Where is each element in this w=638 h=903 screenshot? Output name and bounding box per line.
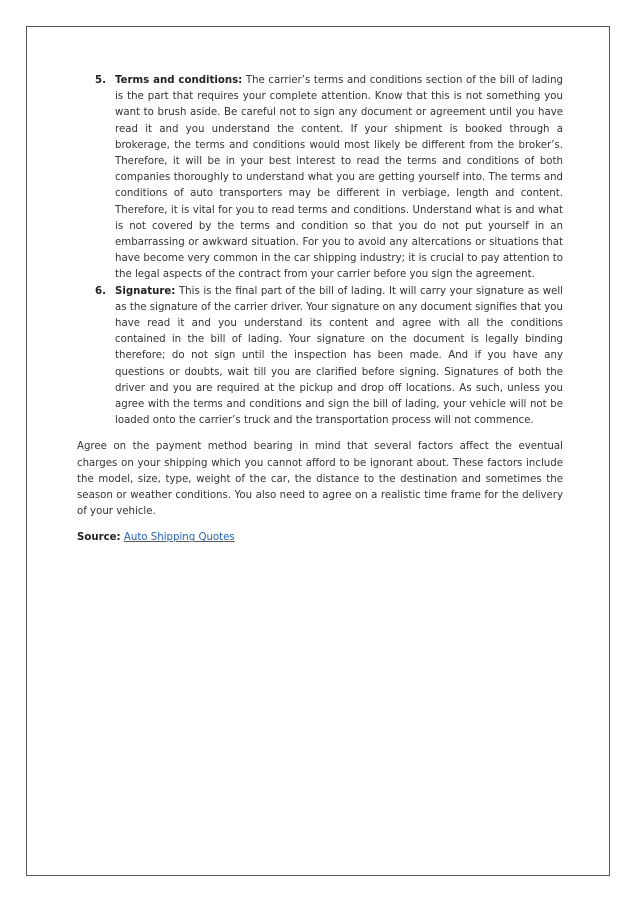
body-paragraph: Agree on the payment method bearing in mind that several factors affect the eventual charges on your shipping which you cannot afford to be ignorant about. These factors include the model, size, type, weight of the car, the distance to the destination and sometimes the season or weather conditions. You also need to agree on a realistic time frame for the delivery of your vehicle. [77,441,563,518]
list-item-text: The carrier’s terms and conditions section of the bill of lading is the part that requires your complete attention. Know that this is not something you want to brush aside. Be careful not to sign any document or agreement until you have read it and you understand the content. If your shipment is booked through a brokerage, the terms and conditions would most likely be different from the broker’s. Therefore, it will be in your best interest to read the terms and conditions of both companies thoroughly to understand what you are getting yourself into. The terms and conditions of auto transporters may be different in verbiage, length and content. Therefore, it is vital for you to read terms and conditions. Understand what is and what is not covered by the terms and condition so that you do not put yourself in an embarrassing or awkward situation. For you to avoid any altercations or situations that have become very common in the car shipping industry; it is crucial to pay attention to the legal aspects of the contract from your carrier before you sign the agreement. [115,75,564,281]
list-item-term: Signature: [115,285,176,297]
list-item-number: 5. [95,75,106,86]
list-item-number: 6. [95,285,106,297]
list-item [77,73,563,284]
source-label: Source: [77,532,121,544]
document-page [26,26,610,876]
numbered-list [77,73,563,429]
list-item-text: This is the final part of the bill of lading. It will carry your signature as well as the signature of the carrier driver. Your signature on any document signifies that you have read it and you understand its content and agree with all the conditions contained in the bill of lading. Your signature on the document is legally binding therefore; do not sign until the inspection has been made. And if you have any questions or doubts, wait till you are clarified before signing. Signatures of both the driver and you are required at the pickup and drop off locations. As such, unless you agree with the terms and conditions and sign the bill of lading, your vehicle will not be loaded onto the carrier’s truck and the transportation process will not commence. [115,285,563,427]
list-item [77,284,563,430]
source-link[interactable]: Auto Shipping Quotes [123,532,235,544]
source-line [77,530,563,546]
list-item-term: Terms and conditions: [115,75,243,86]
document-body [77,73,563,547]
